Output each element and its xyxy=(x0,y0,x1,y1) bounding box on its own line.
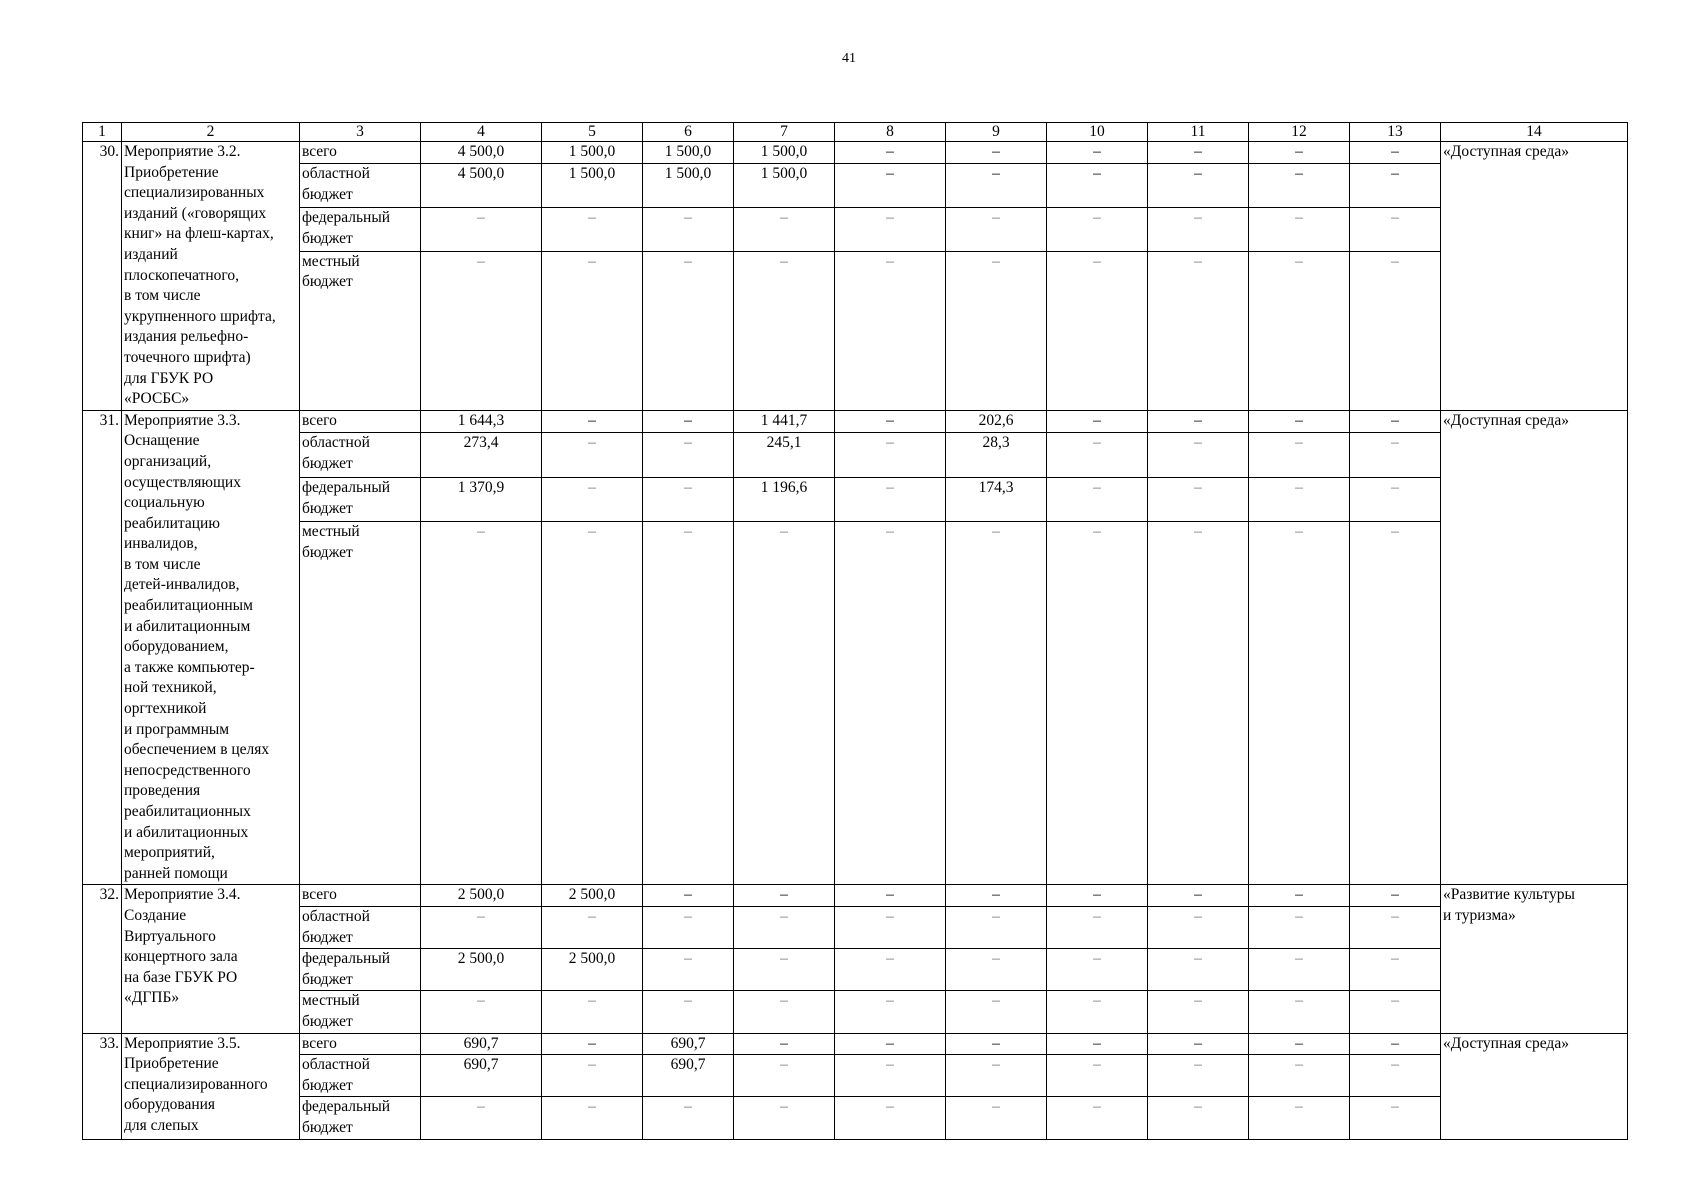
row-number: 31. xyxy=(83,410,122,885)
value-cell: – xyxy=(1148,885,1249,907)
value-cell: – xyxy=(835,991,946,1033)
value-cell: – xyxy=(835,164,946,208)
table-row xyxy=(83,164,1628,208)
table-row xyxy=(83,477,1628,522)
value-cell: 4 500,0 xyxy=(421,164,542,208)
value-cell: 1 196,6 xyxy=(734,477,835,522)
value-cell: 1 500,0 xyxy=(734,164,835,208)
value-cell: – xyxy=(1148,1097,1249,1139)
funding-source: федеральный бюджет xyxy=(300,1097,421,1139)
value-cell: – xyxy=(643,207,734,251)
value-cell: – xyxy=(946,991,1047,1033)
value-cell: – xyxy=(1249,906,1350,948)
value-cell: – xyxy=(946,164,1047,208)
value-cell: – xyxy=(835,885,946,907)
value-cell: – xyxy=(542,410,643,433)
value-cell: – xyxy=(1249,433,1350,478)
funding-source: всего xyxy=(300,1033,421,1055)
value-cell: – xyxy=(1148,477,1249,522)
value-cell: – xyxy=(1350,949,1441,991)
value-cell: – xyxy=(421,1097,542,1139)
value-cell: – xyxy=(1350,433,1441,478)
value-cell: 1 500,0 xyxy=(542,164,643,208)
value-cell: – xyxy=(542,207,643,251)
value-cell: 1 500,0 xyxy=(734,142,835,164)
row-number: 33. xyxy=(83,1033,122,1139)
column-header-row xyxy=(83,123,1628,142)
column-header: 3 xyxy=(300,123,421,142)
funding-source: местный бюджет xyxy=(300,991,421,1033)
table-row xyxy=(83,207,1628,251)
event-description: Мероприятие 3.3. Оснащение организаций, осуществляющих социальную реабилитацию инвалидов, в том числе детей-инвалидов, реабилитационным и абилитационным оборудованием, а также компьютер- ной техникой, оргтехникой и программным обеспечением в целях непосредственного проведения реабилитационных и абилитационных мероприятий, ранней помощи xyxy=(122,410,300,885)
value-cell: – xyxy=(1350,991,1441,1033)
table-row xyxy=(83,949,1628,991)
row-number: 32. xyxy=(83,885,122,1033)
value-cell: – xyxy=(1047,477,1148,522)
value-cell: – xyxy=(643,251,734,410)
value-cell: – xyxy=(421,207,542,251)
value-cell: – xyxy=(734,1055,835,1097)
funding-source: областной бюджет xyxy=(300,906,421,948)
value-cell: 1 644,3 xyxy=(421,410,542,433)
value-cell: – xyxy=(1047,410,1148,433)
value-cell: – xyxy=(734,1097,835,1139)
value-cell: – xyxy=(1148,522,1249,885)
value-cell: – xyxy=(421,991,542,1033)
value-cell: – xyxy=(835,1055,946,1097)
value-cell: – xyxy=(946,251,1047,410)
value-cell: – xyxy=(542,522,643,885)
value-cell: – xyxy=(1148,433,1249,478)
value-cell: 1 500,0 xyxy=(643,164,734,208)
column-header: 11 xyxy=(1148,123,1249,142)
column-header: 1 xyxy=(83,123,122,142)
value-cell: – xyxy=(835,142,946,164)
value-cell: – xyxy=(1047,164,1148,208)
value-cell: – xyxy=(1148,251,1249,410)
column-header: 9 xyxy=(946,123,1047,142)
program-name: «Развитие культуры и туризма» xyxy=(1441,885,1628,1033)
value-cell: – xyxy=(1350,1097,1441,1139)
value-cell: – xyxy=(542,477,643,522)
value-cell: – xyxy=(1249,522,1350,885)
value-cell: – xyxy=(946,949,1047,991)
column-header: 6 xyxy=(643,123,734,142)
value-cell: – xyxy=(1249,410,1350,433)
value-cell: – xyxy=(1249,207,1350,251)
value-cell: – xyxy=(1148,1033,1249,1055)
value-cell: – xyxy=(1148,1055,1249,1097)
value-cell: – xyxy=(542,1055,643,1097)
value-cell: – xyxy=(1047,142,1148,164)
value-cell: – xyxy=(734,1033,835,1055)
value-cell: – xyxy=(835,433,946,478)
value-cell: – xyxy=(643,1097,734,1139)
value-cell: – xyxy=(1148,207,1249,251)
value-cell: 1 500,0 xyxy=(542,142,643,164)
value-cell: – xyxy=(643,433,734,478)
column-header: 13 xyxy=(1350,123,1441,142)
value-cell: – xyxy=(542,906,643,948)
funding-source: всего xyxy=(300,142,421,164)
value-cell: – xyxy=(1249,885,1350,907)
value-cell: – xyxy=(835,207,946,251)
program-name: «Доступная среда» xyxy=(1441,142,1628,411)
value-cell: 690,7 xyxy=(421,1033,542,1055)
value-cell: – xyxy=(1148,949,1249,991)
value-cell: – xyxy=(1047,433,1148,478)
event-description: Мероприятие 3.2. Приобретение специализированных изданий («говорящих книг» на флеш-картах, изданий плоскопечатного, в том числе укрупненного шрифта, издания рельефно- точечного шрифта) для ГБУК РО «РОСБС» xyxy=(122,142,300,411)
table-row xyxy=(83,1055,1628,1097)
value-cell: – xyxy=(643,522,734,885)
value-cell: 690,7 xyxy=(643,1033,734,1055)
value-cell: – xyxy=(1350,207,1441,251)
value-cell: – xyxy=(1350,164,1441,208)
value-cell: – xyxy=(1047,906,1148,948)
value-cell: – xyxy=(643,885,734,907)
value-cell: – xyxy=(946,906,1047,948)
value-cell: – xyxy=(946,522,1047,885)
value-cell: – xyxy=(1047,522,1148,885)
value-cell: – xyxy=(835,949,946,991)
value-cell: – xyxy=(734,207,835,251)
funding-source: местный бюджет xyxy=(300,251,421,410)
value-cell: – xyxy=(835,251,946,410)
value-cell: – xyxy=(734,885,835,907)
value-cell: – xyxy=(946,1055,1047,1097)
value-cell: – xyxy=(734,949,835,991)
table-row xyxy=(83,522,1628,885)
table-row xyxy=(83,1033,1628,1055)
table-row xyxy=(83,906,1628,948)
value-cell: – xyxy=(1249,1033,1350,1055)
value-cell: – xyxy=(643,410,734,433)
value-cell: – xyxy=(1350,522,1441,885)
table-row xyxy=(83,410,1628,433)
column-header: 2 xyxy=(122,123,300,142)
value-cell: – xyxy=(1350,477,1441,522)
value-cell: – xyxy=(1047,1097,1148,1139)
value-cell: 2 500,0 xyxy=(542,885,643,907)
value-cell: – xyxy=(1047,251,1148,410)
value-cell: 28,3 xyxy=(946,433,1047,478)
value-cell: 2 500,0 xyxy=(542,949,643,991)
value-cell: 1 441,7 xyxy=(734,410,835,433)
value-cell: – xyxy=(835,410,946,433)
page-number: 41 xyxy=(842,51,856,66)
value-cell: – xyxy=(1148,142,1249,164)
column-header: 10 xyxy=(1047,123,1148,142)
value-cell: – xyxy=(1249,949,1350,991)
value-cell: – xyxy=(1249,251,1350,410)
funding-source: всего xyxy=(300,885,421,907)
event-description: Мероприятие 3.5. Приобретение специализированного оборудования для слепых xyxy=(122,1033,300,1139)
value-cell: – xyxy=(1350,885,1441,907)
value-cell: – xyxy=(1249,1055,1350,1097)
value-cell: – xyxy=(1047,991,1148,1033)
value-cell: – xyxy=(1148,410,1249,433)
table-row xyxy=(83,1097,1628,1139)
table-row xyxy=(83,885,1628,907)
funding-source: всего xyxy=(300,410,421,433)
value-cell: – xyxy=(946,207,1047,251)
value-cell: – xyxy=(1047,1033,1148,1055)
value-cell: 1 370,9 xyxy=(421,477,542,522)
row-number: 30. xyxy=(83,142,122,411)
value-cell: – xyxy=(643,477,734,522)
funding-source: областной бюджет xyxy=(300,164,421,208)
column-header: 8 xyxy=(835,123,946,142)
value-cell: – xyxy=(1148,906,1249,948)
value-cell: – xyxy=(1047,949,1148,991)
budget-table xyxy=(82,122,1628,1140)
value-cell: – xyxy=(542,1033,643,1055)
value-cell: – xyxy=(643,906,734,948)
value-cell: 690,7 xyxy=(643,1055,734,1097)
value-cell: – xyxy=(1249,477,1350,522)
value-cell: 202,6 xyxy=(946,410,1047,433)
funding-source: федеральный бюджет xyxy=(300,477,421,522)
value-cell: – xyxy=(1350,1055,1441,1097)
value-cell: – xyxy=(1148,991,1249,1033)
value-cell: – xyxy=(1249,991,1350,1033)
value-cell: – xyxy=(542,433,643,478)
program-name: «Доступная среда» xyxy=(1441,1033,1628,1139)
value-cell: – xyxy=(542,251,643,410)
value-cell: – xyxy=(835,1033,946,1055)
value-cell: – xyxy=(835,522,946,885)
value-cell: – xyxy=(643,991,734,1033)
column-header: 7 xyxy=(734,123,835,142)
value-cell: – xyxy=(734,251,835,410)
value-cell: – xyxy=(1047,207,1148,251)
value-cell: – xyxy=(1047,1055,1148,1097)
funding-source: местный бюджет xyxy=(300,522,421,885)
value-cell: – xyxy=(835,906,946,948)
value-cell: – xyxy=(1350,906,1441,948)
value-cell: 2 500,0 xyxy=(421,885,542,907)
funding-source: федеральный бюджет xyxy=(300,949,421,991)
value-cell: 273,4 xyxy=(421,433,542,478)
value-cell: – xyxy=(1249,164,1350,208)
column-header: 14 xyxy=(1441,123,1628,142)
value-cell: – xyxy=(421,251,542,410)
value-cell: 245,1 xyxy=(734,433,835,478)
funding-source: областной бюджет xyxy=(300,433,421,478)
value-cell: – xyxy=(946,142,1047,164)
value-cell: – xyxy=(835,477,946,522)
value-cell: – xyxy=(1047,885,1148,907)
funding-source: федеральный бюджет xyxy=(300,207,421,251)
value-cell: – xyxy=(1350,410,1441,433)
value-cell: – xyxy=(1249,1097,1350,1139)
value-cell: – xyxy=(734,991,835,1033)
value-cell: – xyxy=(421,522,542,885)
value-cell: – xyxy=(1350,251,1441,410)
table-row xyxy=(83,433,1628,478)
value-cell: – xyxy=(542,1097,643,1139)
table-row xyxy=(83,142,1628,164)
funding-source: областной бюджет xyxy=(300,1055,421,1097)
value-cell: – xyxy=(946,885,1047,907)
value-cell: – xyxy=(1148,164,1249,208)
program-name: «Доступная среда» xyxy=(1441,410,1628,885)
value-cell: 4 500,0 xyxy=(421,142,542,164)
value-cell: – xyxy=(1350,142,1441,164)
value-cell: 690,7 xyxy=(421,1055,542,1097)
column-header: 4 xyxy=(421,123,542,142)
value-cell: – xyxy=(946,1033,1047,1055)
value-cell: – xyxy=(643,949,734,991)
value-cell: – xyxy=(1350,1033,1441,1055)
value-cell: – xyxy=(734,906,835,948)
value-cell: – xyxy=(1249,142,1350,164)
value-cell: 1 500,0 xyxy=(643,142,734,164)
table-row xyxy=(83,991,1628,1033)
value-cell: – xyxy=(835,1097,946,1139)
value-cell: 2 500,0 xyxy=(421,949,542,991)
event-description: Мероприятие 3.4. Создание Виртуального концертного зала на базе ГБУК РО «ДГПБ» xyxy=(122,885,300,1033)
table-row xyxy=(83,251,1628,410)
value-cell: 174,3 xyxy=(946,477,1047,522)
value-cell: – xyxy=(542,991,643,1033)
column-header: 12 xyxy=(1249,123,1350,142)
value-cell: – xyxy=(734,522,835,885)
value-cell: – xyxy=(421,906,542,948)
column-header: 5 xyxy=(542,123,643,142)
value-cell: – xyxy=(946,1097,1047,1139)
